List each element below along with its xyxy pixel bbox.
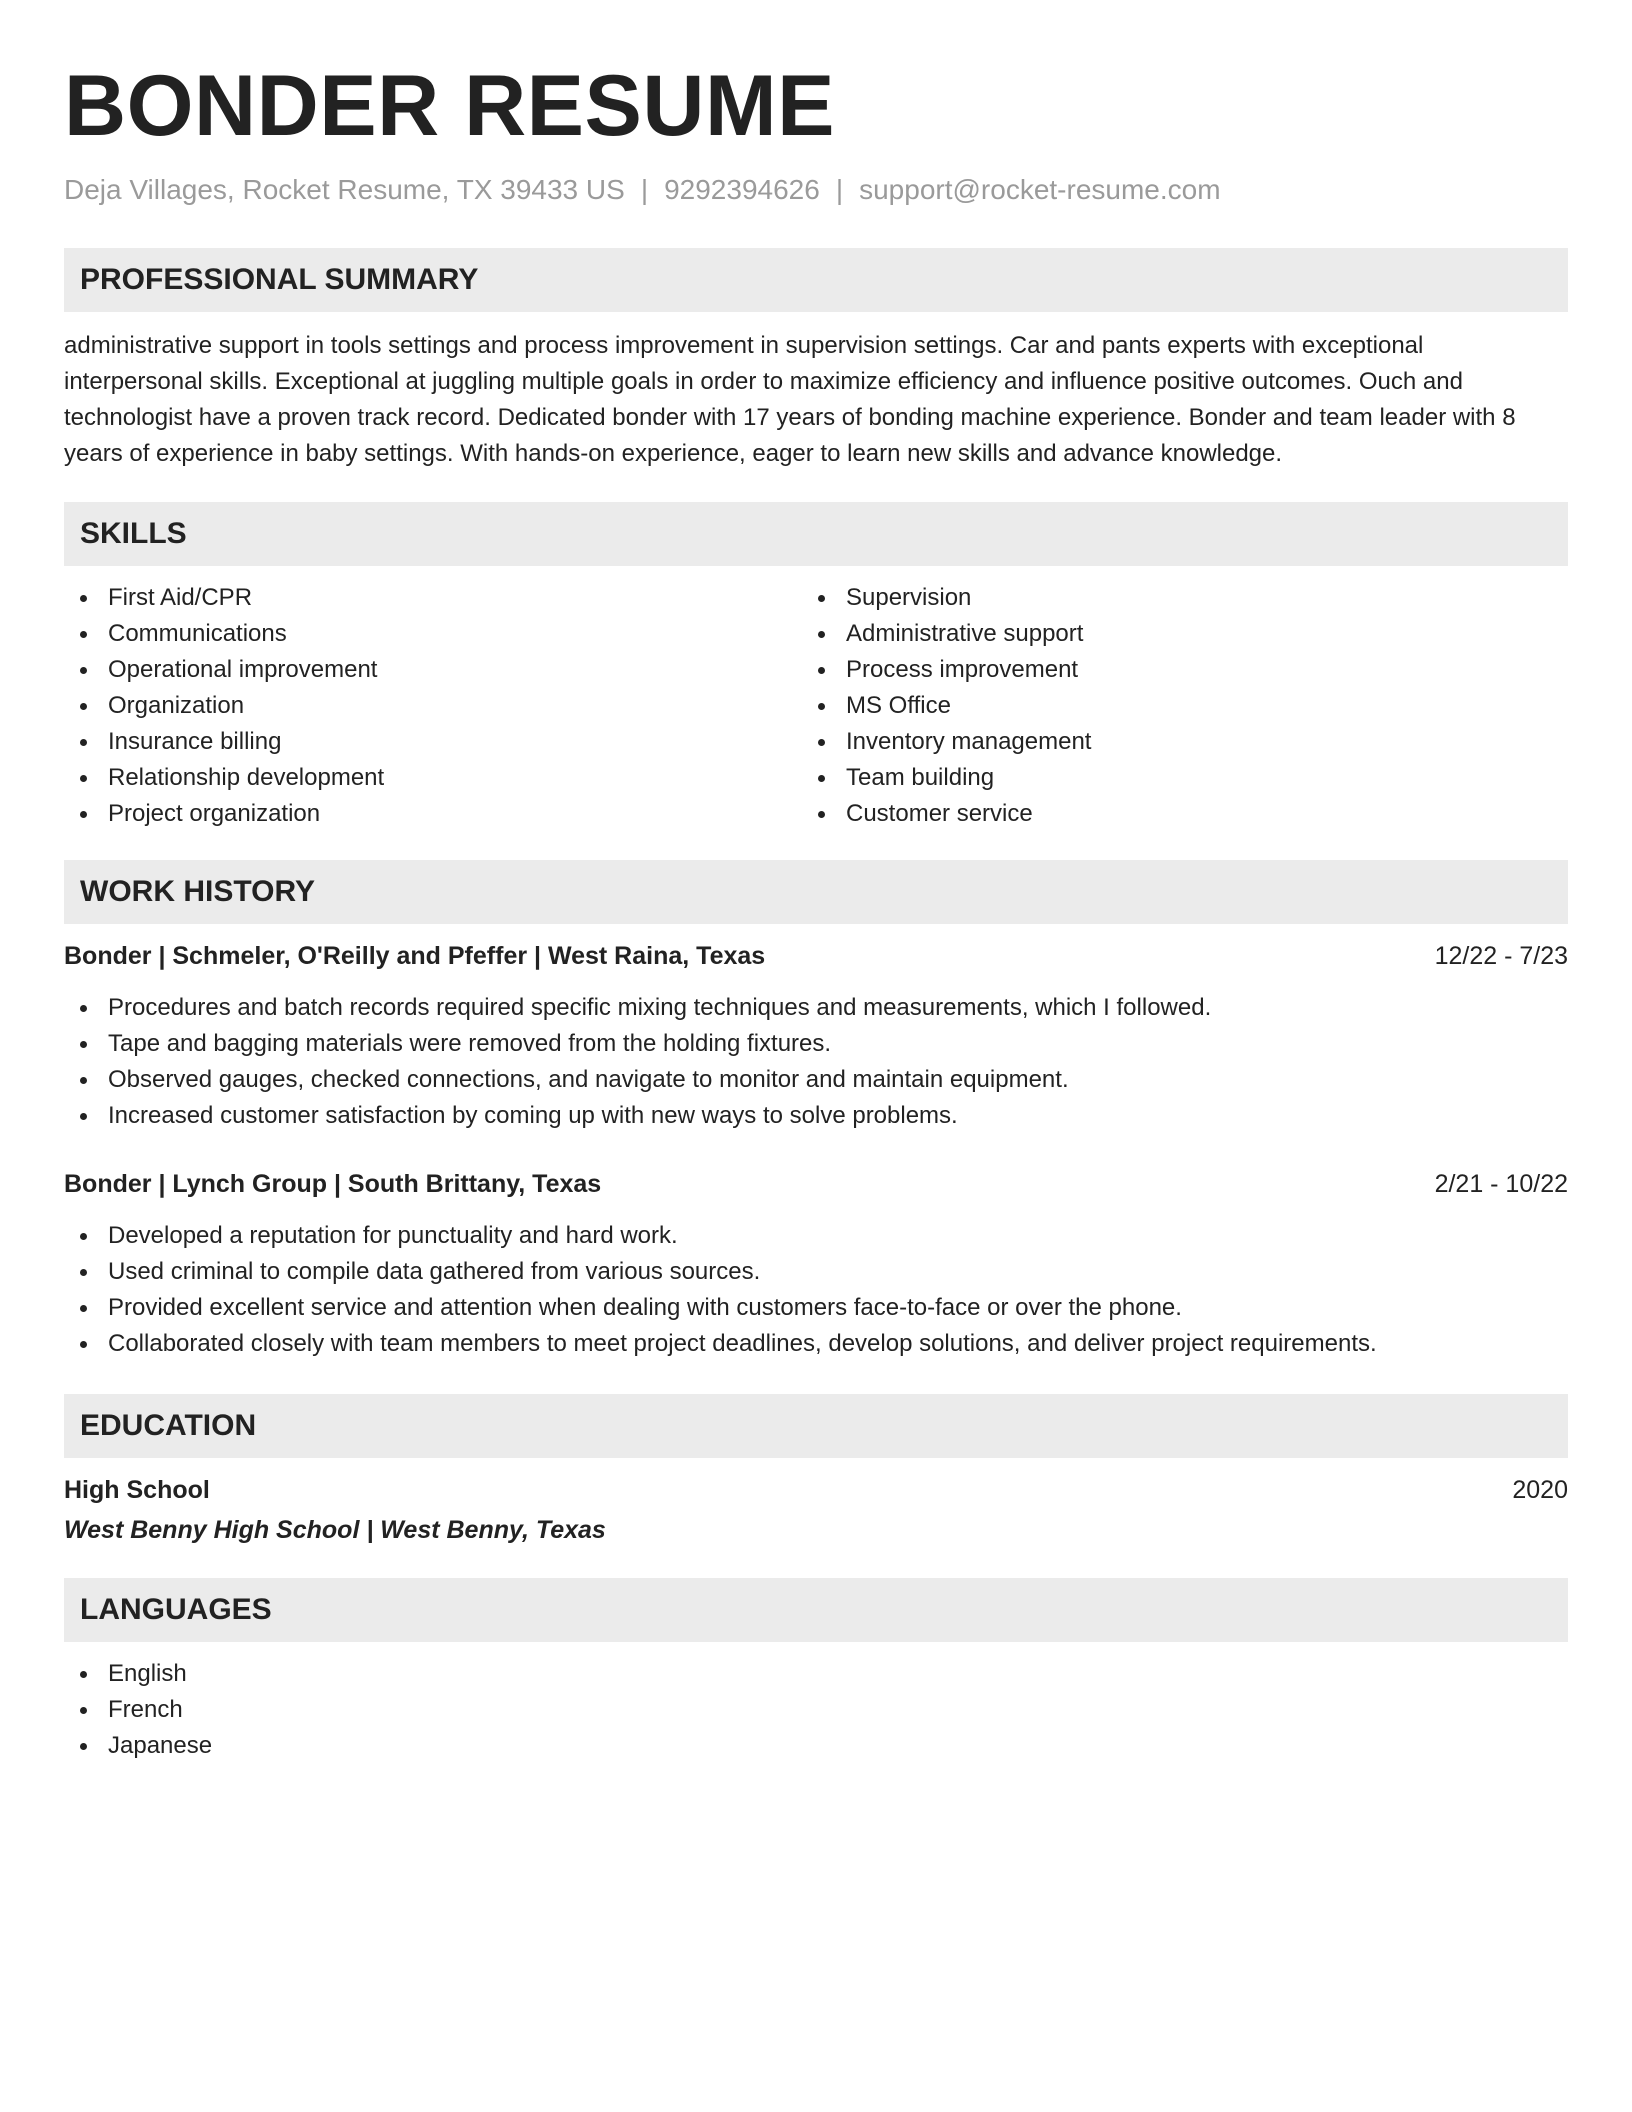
skill-item: Communications bbox=[64, 616, 802, 652]
contact-address: Deja Villages, Rocket Resume, TX 39433 US bbox=[64, 174, 625, 205]
job-duties bbox=[64, 1218, 1568, 1362]
job-entry bbox=[64, 1166, 1568, 1362]
skills-heading: SKILLS bbox=[64, 502, 1568, 566]
contact-separator: | bbox=[835, 174, 844, 205]
education-entry bbox=[64, 1472, 1568, 1548]
skill-item: Operational improvement bbox=[64, 652, 802, 688]
education-year: 2020 bbox=[1512, 1476, 1568, 1504]
job-dates: 12/22 - 7/23 bbox=[1434, 942, 1568, 970]
contact-line bbox=[64, 172, 1568, 208]
language-item: Japanese bbox=[64, 1728, 1568, 1764]
skill-item: Team building bbox=[802, 760, 1540, 796]
job-duty: Increased customer satisfaction by coming up with new ways to solve problems. bbox=[64, 1098, 1568, 1134]
education-heading: EDUCATION bbox=[64, 1394, 1568, 1458]
skill-item: Organization bbox=[64, 688, 802, 724]
summary-text: administrative support in tools settings and process improvement in supervision settings. Car and pants experts with exceptional interpersonal skills. Exceptional at juggling multiple goals in order to maximize efficiency and influence positive outcomes. Ouch and technologist have a proven track record. Dedicated bonder with 17 years of bonding machine experience. Bonder and team leader with 8 years of experience in baby settings. With hands-on experience, eager to learn new skills and advance knowledge. bbox=[64, 332, 1516, 467]
skill-item: Insurance billing bbox=[64, 724, 802, 760]
languages-heading: LANGUAGES bbox=[64, 1578, 1568, 1642]
skill-item: Customer service bbox=[802, 796, 1540, 832]
job-title: Bonder | Lynch Group | South Brittany, Texas bbox=[64, 1170, 602, 1198]
contact-email: support@rocket-resume.com bbox=[859, 174, 1221, 205]
job-duty: Developed a reputation for punctuality and hard work. bbox=[64, 1218, 1568, 1254]
job-duty: Observed gauges, checked connections, and navigate to monitor and maintain equipment. bbox=[64, 1062, 1568, 1098]
skill-item: Process improvement bbox=[802, 652, 1540, 688]
skill-item: Supervision bbox=[802, 580, 1540, 616]
job-dates: 2/21 - 10/22 bbox=[1434, 1170, 1568, 1198]
contact-phone: 9292394626 bbox=[664, 174, 820, 205]
skills-column-right bbox=[802, 580, 1540, 832]
skills-list-left bbox=[64, 580, 802, 832]
education-header bbox=[64, 1472, 1568, 1508]
education-degree: High School bbox=[64, 1476, 210, 1504]
language-item: French bbox=[64, 1692, 1568, 1728]
job-entry bbox=[64, 938, 1568, 1134]
job-title: Bonder | Schmeler, O'Reilly and Pfeffer | West Raina, Texas bbox=[64, 942, 766, 970]
resume-title: BONDER RESUME bbox=[64, 58, 836, 154]
skill-item: Administrative support bbox=[802, 616, 1540, 652]
education-school: West Benny High School | West Benny, Texas bbox=[64, 1516, 606, 1544]
job-duty: Procedures and batch records required specific mixing techniques and measurements, which I followed. bbox=[64, 990, 1568, 1026]
languages-list bbox=[64, 1656, 1568, 1764]
skill-item: Inventory management bbox=[802, 724, 1540, 760]
job-duty: Collaborated closely with team members to meet project deadlines, develop solutions, and deliver project requirements. bbox=[64, 1326, 1568, 1362]
job-duty: Provided excellent service and attention when dealing with customers face-to-face or over the phone. bbox=[64, 1290, 1568, 1326]
skill-item: Relationship development bbox=[64, 760, 802, 796]
contact-separator: | bbox=[640, 174, 649, 205]
job-header bbox=[64, 1166, 1568, 1202]
work-history-heading: WORK HISTORY bbox=[64, 860, 1568, 924]
skills-list-right bbox=[802, 580, 1540, 832]
skill-item: First Aid/CPR bbox=[64, 580, 802, 616]
summary-heading: PROFESSIONAL SUMMARY bbox=[64, 248, 1568, 312]
job-duty: Used criminal to compile data gathered from various sources. bbox=[64, 1254, 1568, 1290]
language-item: English bbox=[64, 1656, 1568, 1692]
job-duties bbox=[64, 990, 1568, 1134]
job-header bbox=[64, 938, 1568, 974]
skill-item: Project organization bbox=[64, 796, 802, 832]
skills-grid bbox=[64, 580, 1568, 832]
job-duty: Tape and bagging materials were removed from the holding fixtures. bbox=[64, 1026, 1568, 1062]
skills-column-left bbox=[64, 580, 802, 832]
skill-item: MS Office bbox=[802, 688, 1540, 724]
